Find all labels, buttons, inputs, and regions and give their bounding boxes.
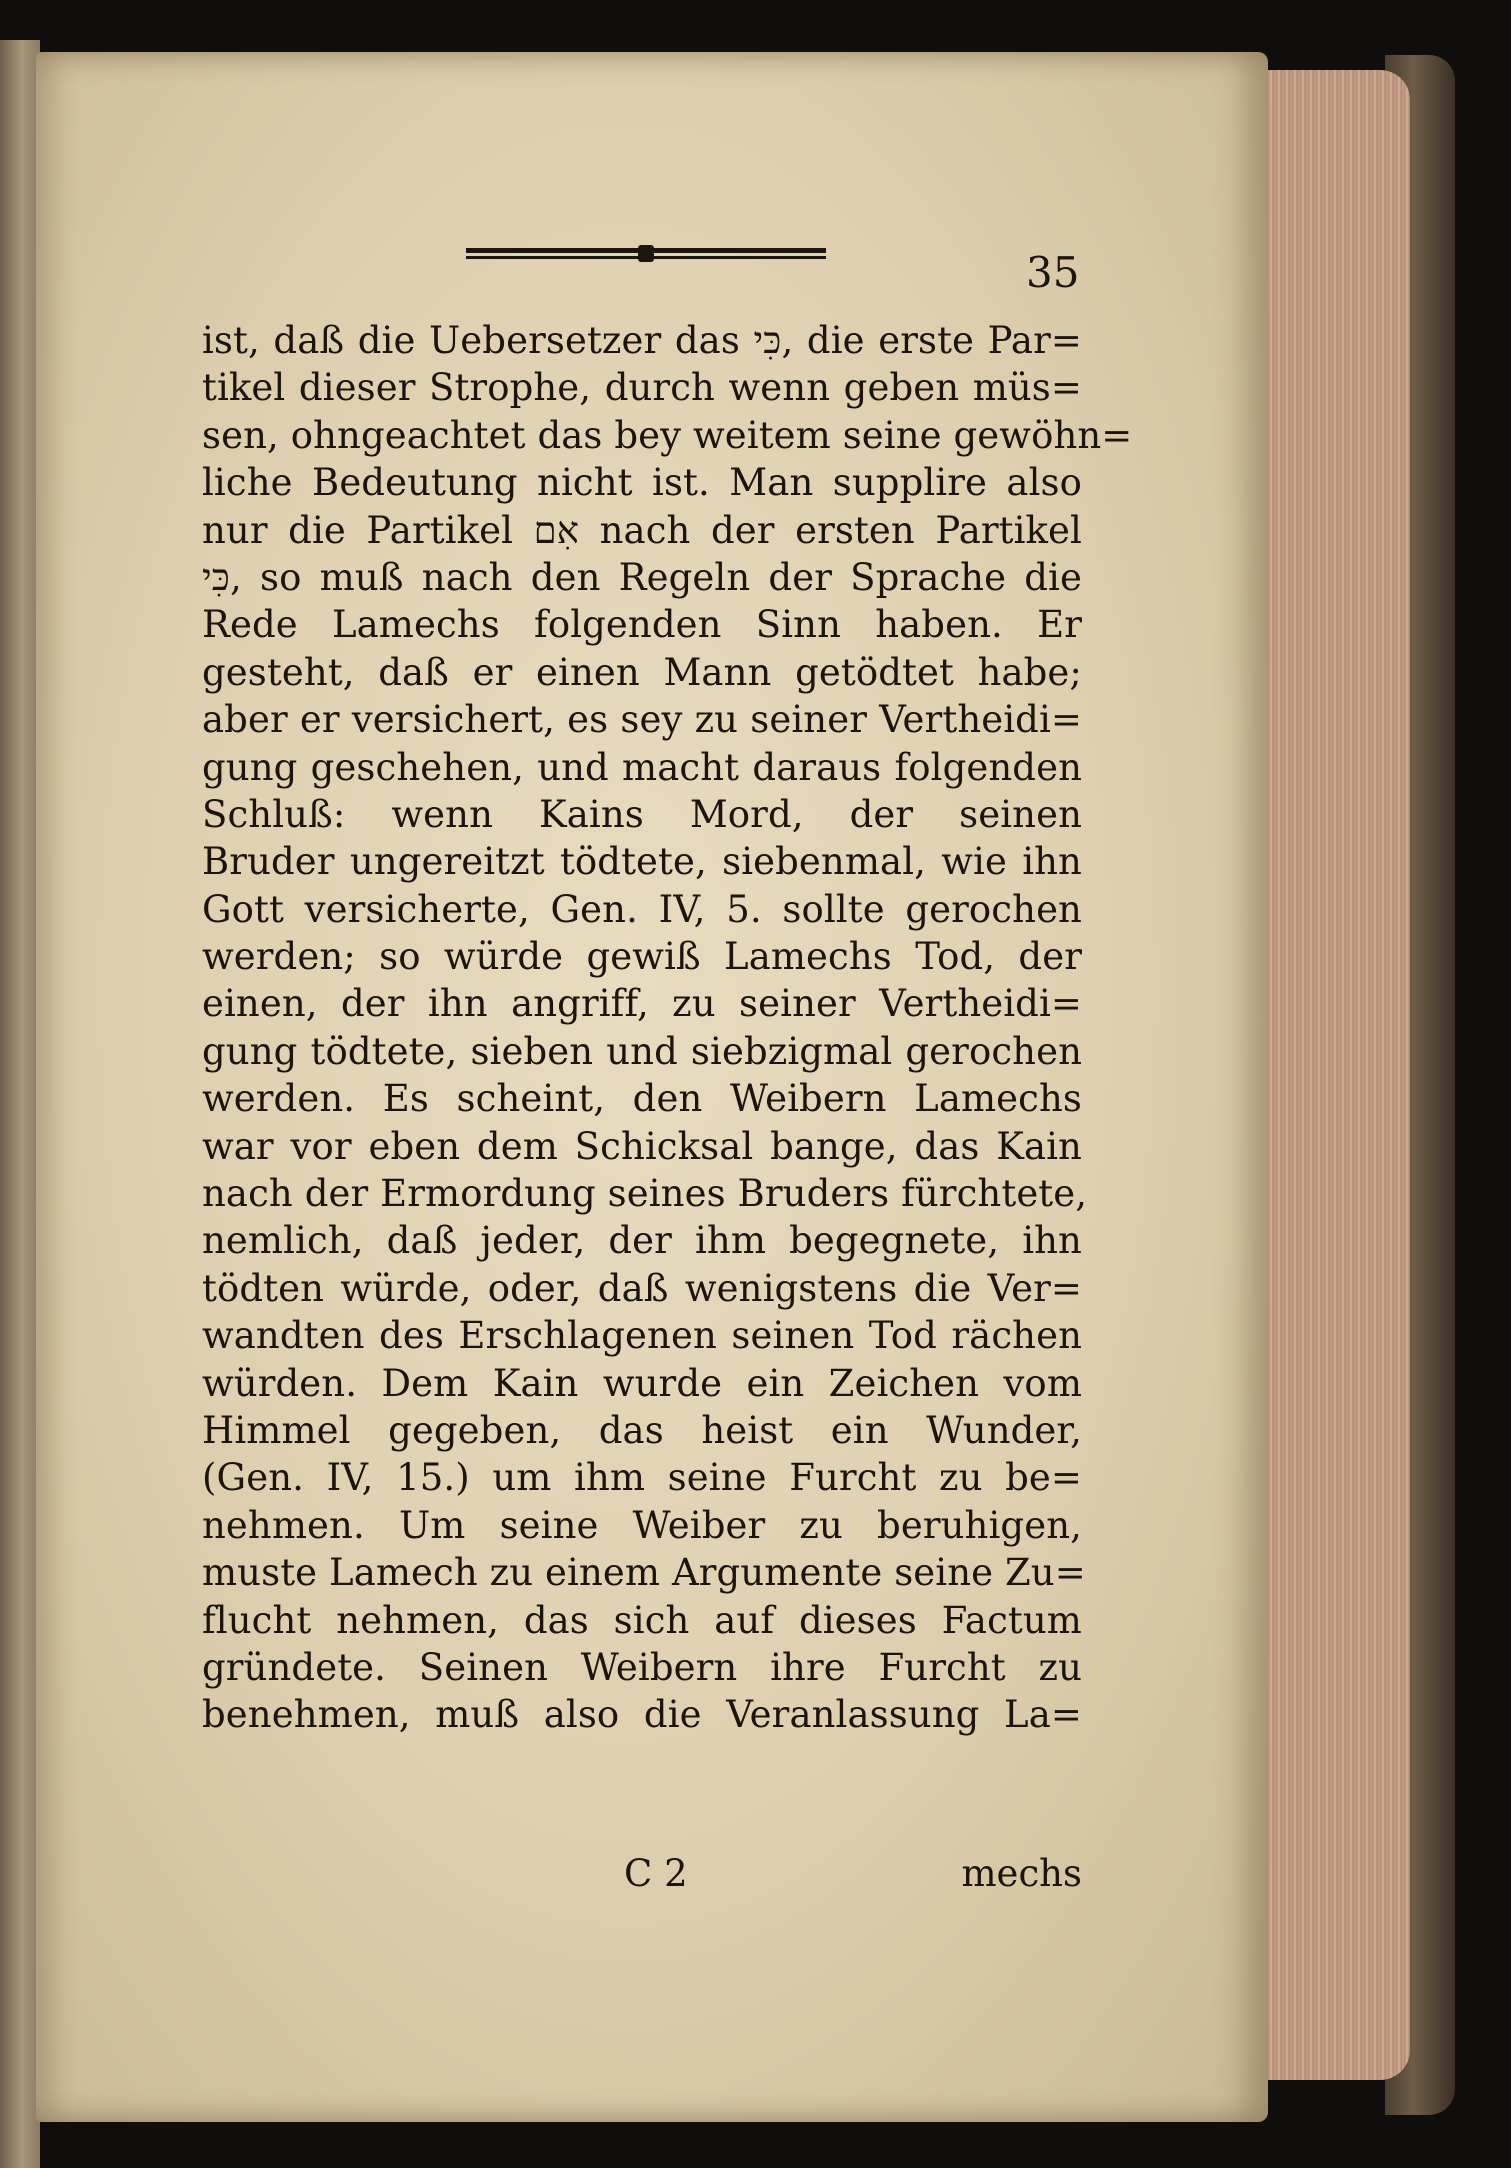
text-line: tikel dieser Strophe, durch wenn geben müs= [202,366,1082,410]
text-line: gung tödtete, sieben und siebzigmal gerochen [202,1029,1082,1073]
text-line: ist, daß die Uebersetzer das כִּי, die erste Par= [202,319,1082,362]
text-line: liche Bedeutung nicht ist. Man supplire also [202,461,1082,505]
text-line: כִּי, so muß nach den Regeln der Sprache die [202,555,1082,599]
text-line: tödten würde, oder, daß wenigstens die Ver= [202,1266,1082,1310]
text-line: war vor eben dem Schicksal bange, das Kain [202,1124,1082,1168]
page-fore-edge [1250,70,1410,2080]
text-line: nehmen. Um seine Weiber zu beruhigen, [202,1503,1082,1547]
text-line: benehmen, muß also die Veranlassung La= [202,1693,1082,1737]
text-line: würden. Dem Kain wurde ein Zeichen vom [202,1361,1082,1405]
previous-page-edge [0,40,40,2168]
page-number: 35 [1026,248,1080,297]
text-line: Bruder ungereitzt tödtete, siebenmal, wie ihn [202,840,1082,884]
text-line: sen, ohngeachtet das bey weitem seine gewöhn= [202,413,1133,457]
book-page [36,52,1268,2122]
text-line: nemlich, daß jeder, der ihm begegnete, ihn [202,1219,1082,1263]
signature-mark: C 2 [624,1852,688,1895]
text-line: gesteht, daß er einen Mann getödtet habe; [202,650,1082,694]
text-line: werden. Es scheint, den Weibern Lamechs [202,1077,1082,1121]
text-line: Gott versicherte, Gen. IV, 5. sollte gerochen [202,887,1082,931]
text-line: gründete. Seinen Weibern ihre Furcht zu [202,1645,1082,1689]
text-line: einen, der ihn angriff, zu seiner Vertheidi= [202,982,1082,1026]
page-footer [202,1852,1082,1902]
text-line: aber er versichert, es sey zu seiner Vertheidi= [202,698,1082,742]
text-line: gung geschehen, und macht daraus folgenden [202,745,1082,789]
text-line: werden; so würde gewiß Lamechs Tod, der [202,935,1082,979]
text-line: nach der Ermordung seines Bruders fürchtete, [202,1172,1088,1216]
text-line: (Gen. IV, 15.) um ihm seine Furcht zu be= [202,1456,1082,1500]
text-line: muste Lamech zu einem Argumente seine Zu= [202,1551,1086,1595]
header-ornament-rule [466,248,826,262]
text-line: Schluß: wenn Kains Mord, der seinen [202,792,1082,836]
text-line: Himmel gegeben, das heist ein Wunder, [202,1408,1082,1452]
text-line: Rede Lamechs folgenden Sinn haben. Er [202,603,1082,647]
text-line: wandten des Erschlagenen seinen Tod rächen [202,1314,1082,1358]
body-text [202,317,1133,1739]
text-line: flucht nehmen, das sich auf dieses Factum [202,1598,1082,1642]
text-line: nur die Partikel אִם nach der ersten Partikel [202,508,1082,552]
catchword: mechs [961,1852,1082,1895]
